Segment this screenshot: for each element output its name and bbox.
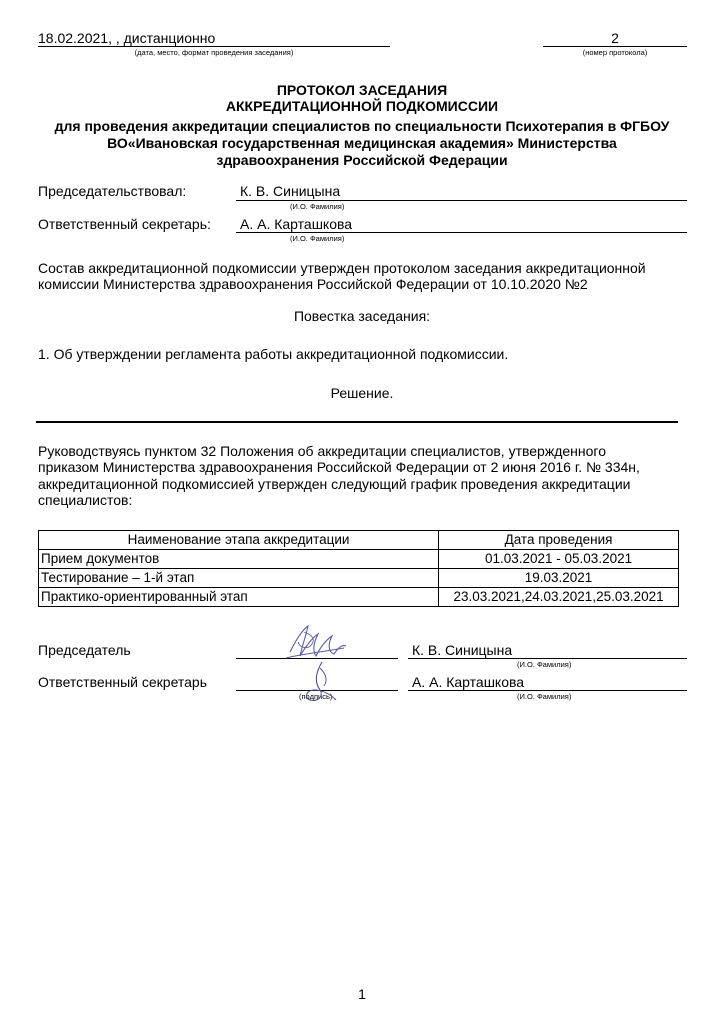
decision-line-4: специалистов: xyxy=(38,492,133,508)
page-number: 1 xyxy=(358,986,366,1002)
title-line-4: ВО«Ивановская государственная медицинская академия» Министерства xyxy=(107,135,617,151)
protocol-number-underline xyxy=(543,46,687,47)
chair-name-caption: (И.О. Фамилия) xyxy=(517,660,572,669)
chair-label: Председательствовал: xyxy=(38,183,187,199)
composition-line-1: Состав аккредитационной подкомиссии утвержден протоколом заседания аккредитационной xyxy=(38,260,646,276)
table-row xyxy=(39,550,679,569)
chair-caption: (И.О. Фамилия) xyxy=(290,202,345,211)
signature-caption: (подпись) xyxy=(299,692,333,701)
signature-chair-label: Председатель xyxy=(38,642,131,658)
signature-chair-name: К. В. Синицына xyxy=(412,642,513,658)
title-line-2: АККРЕДИТАЦИОННОЙ ПОДКОМИССИИ xyxy=(225,98,499,114)
decision-line-2: приказом Министерства здравоохранения Российской Федерации от 2 июня 2016 г. № 334н, xyxy=(38,459,640,475)
table-row xyxy=(39,588,679,607)
decision-heading: Решение. xyxy=(330,385,394,401)
schedule-stage: Тестирование – 1-й этап xyxy=(39,569,439,588)
secretary-name-underline xyxy=(408,690,687,691)
composition-line-2: комиссии Министерства здравоохранения Российской Федерации от 10.10.2020 №2 xyxy=(38,276,588,292)
agenda-heading: Повестка заседания: xyxy=(293,308,431,324)
secretary-label: Ответственный секретарь: xyxy=(38,216,211,232)
schedule-stage: Прием документов xyxy=(39,550,439,569)
schedule-table xyxy=(38,530,679,607)
chair-underline xyxy=(236,200,687,201)
schedule-stage: Практико-ориентированный этап xyxy=(39,588,439,607)
schedule-header-row xyxy=(39,531,679,550)
title-line-5: здравоохранения Российской Федерации xyxy=(216,152,508,168)
table-row xyxy=(39,569,679,588)
title-line-3: для проведения аккредитации специалистов по специальности Психотерапия в ФГБОУ xyxy=(54,118,670,134)
decision-divider xyxy=(36,421,678,423)
agenda-item-1: 1. Об утверждении регламента работы аккредитационной подкомиссии. xyxy=(38,346,509,362)
schedule-header-stage: Наименование этапа аккредитации xyxy=(39,531,439,550)
schedule-date: 01.03.2021 - 05.03.2021 xyxy=(439,550,679,569)
protocol-number: 2 xyxy=(611,30,619,46)
decision-line-3: аккредитационной подкомиссией утвержден следующий график проведения аккредитации xyxy=(38,476,631,492)
signature-secretary-name: А. А. Карташкова xyxy=(412,674,525,690)
secretary-caption: (И.О. Фамилия) xyxy=(290,234,345,243)
secretary-underline xyxy=(236,232,687,233)
date-place-caption: (дата, место, формат проведения заседания) xyxy=(134,48,294,57)
title-line-1: ПРОТОКОЛ ЗАСЕДАНИЯ xyxy=(276,82,448,98)
protocol-number-caption: (номер протокола) xyxy=(582,48,648,57)
chair-name-underline xyxy=(408,658,687,659)
secretary-name: А. А. Карташкова xyxy=(240,216,353,232)
schedule-header-date: Дата проведения xyxy=(439,531,679,550)
secretary-handwritten-signature xyxy=(296,660,346,704)
decision-line-1: Руководствуясь пунктом 32 Положения об аккредитации специалистов, утвержденного xyxy=(38,443,606,459)
meeting-date-place: 18.02.2021, , дистанционно xyxy=(38,30,216,46)
schedule-date: 23.03.2021,24.03.2021,25.03.2021 xyxy=(439,588,679,607)
secretary-name-caption: (И.О. Фамилия) xyxy=(517,692,572,701)
signature-secretary-label: Ответственный секретарь xyxy=(38,674,208,690)
schedule-date: 19.03.2021 xyxy=(439,569,679,588)
chair-name: К. В. Синицына xyxy=(240,183,341,199)
date-place-underline xyxy=(38,46,390,47)
